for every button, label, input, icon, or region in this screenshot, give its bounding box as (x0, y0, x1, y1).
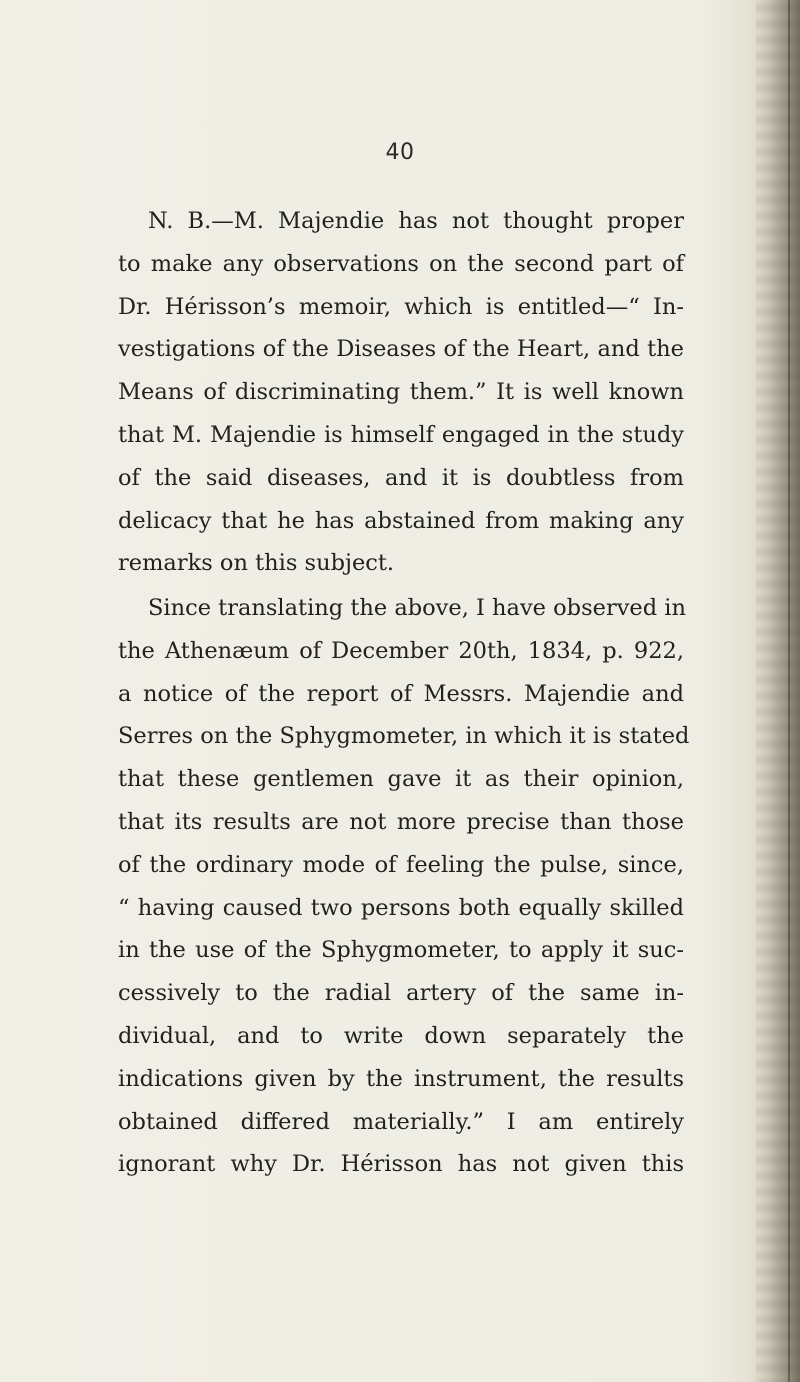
paragraph-athenaeum-note (118, 587, 690, 1186)
text-line: the Athenæum of December 20th, 1834, p. 922, (118, 637, 684, 664)
text-line: dividual, and to write down separately the (118, 1022, 684, 1049)
text-line: Means of discriminating them.” It is well known (118, 379, 684, 406)
text-line: vestigations of the Diseases of the Heart, and the (118, 336, 684, 363)
paragraph-majendie-note (118, 200, 684, 585)
text-line: indications given by the instrument, the results (118, 1065, 684, 1092)
text-line: N. B.—M. Majendie has not thought proper (148, 208, 684, 234)
text-line: that its results are not more precise than those (118, 808, 684, 835)
text-line: Dr. Hérisson’s memoir, which is entitled—“ In- (118, 293, 684, 320)
text-line: that M. Majendie is himself engaged in the study (118, 421, 684, 448)
text-line: ignorant why Dr. Hérisson has not given this (118, 1151, 684, 1178)
text-line: Since translating the above, I have observed in (148, 595, 686, 621)
text-line: of the ordinary mode of feeling the pulse, since, (118, 851, 684, 878)
text-line: Serres on the Sphygmometer, in which it is stated (118, 723, 690, 750)
text-line: to make any observations on the second part of (118, 250, 684, 277)
text-line: that these gentlemen gave it as their opinion, (118, 766, 684, 793)
text-line: delicacy that he has abstained from making any (118, 507, 684, 534)
text-line: a notice of the report of Messrs. Majendie and (118, 680, 684, 707)
text-line: in the use of the Sphygmometer, to apply it suc- (118, 937, 684, 964)
text-line: of the said diseases, and it is doubtless from (118, 464, 684, 491)
page-number: 40 (385, 140, 415, 165)
text-line: cessively to the radial artery of the same in- (118, 980, 684, 1007)
text-line: obtained differed materially.” I am entirely (118, 1108, 684, 1135)
text-line: “ having caused two persons both equally skilled (118, 894, 684, 921)
text-line: remarks on this subject. (118, 550, 395, 577)
